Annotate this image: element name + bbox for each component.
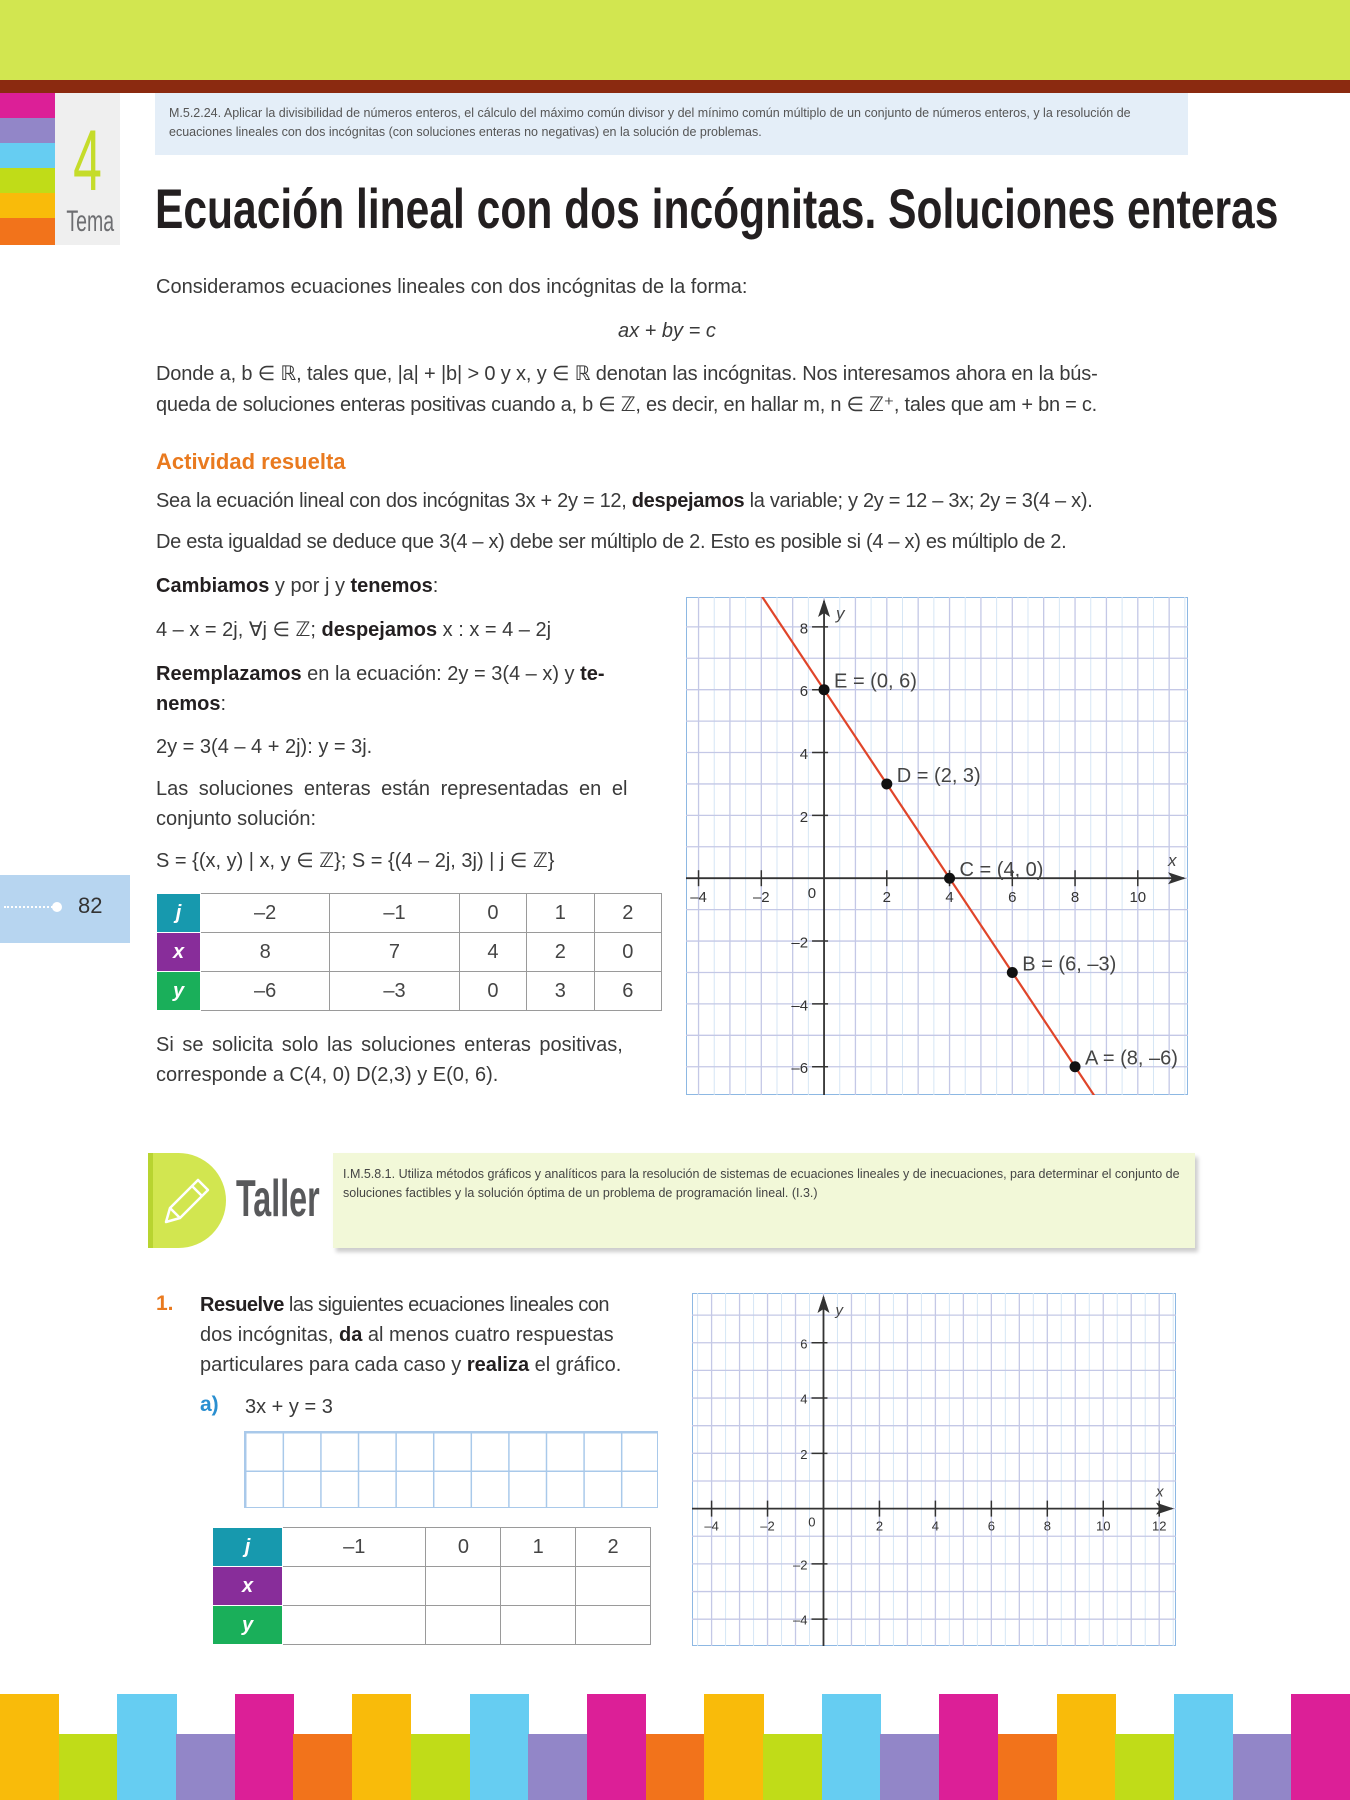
cell: 6 — [594, 972, 661, 1011]
text: Reemplazamos — [156, 663, 302, 685]
taller-title: Taller — [236, 1170, 320, 1228]
item-equation: 3x + y = 3 — [245, 1396, 333, 1418]
y-tick-label: 4 — [799, 746, 809, 764]
x-tick-label: 4 — [945, 889, 954, 907]
taller-edge — [148, 1153, 153, 1248]
empty-cell[interactable] — [426, 1606, 501, 1645]
x-tick-label: 12 — [1151, 1518, 1167, 1534]
x-tick-label: 8 — [1043, 1518, 1051, 1534]
point-label: C = (4, 0) — [959, 859, 1044, 882]
y-axis-label: y — [836, 604, 845, 623]
footer-stripe — [1291, 1694, 1350, 1800]
activity-text: Las soluciones enteras están representadas en el — [156, 778, 628, 800]
cell: 1 — [527, 894, 594, 933]
activity-text — [156, 659, 605, 689]
y-axis-label: y — [835, 1302, 843, 1319]
x-tick-label: 10 — [1096, 1518, 1111, 1534]
y-tick-label: 2 — [800, 1446, 808, 1462]
exercise-text — [200, 1350, 621, 1380]
conclusion-text: Si se solicita solo las soluciones enteras positivas, — [156, 1034, 623, 1056]
y-tick-label: –6 — [791, 1060, 809, 1078]
footer-stripe — [0, 1694, 59, 1800]
row-label-x: x — [213, 1567, 283, 1606]
solution-point — [1070, 1061, 1081, 1072]
cell: 2 — [576, 1528, 651, 1567]
origin-label: 0 — [807, 885, 817, 903]
intro-text: Consideramos ecuaciones lineales con dos incógnitas de la forma: — [156, 276, 748, 298]
activity-text — [156, 486, 1092, 516]
x-tick-label: 10 — [1129, 889, 1147, 907]
solutions-table — [156, 893, 662, 1011]
footer-stripe — [822, 1694, 881, 1800]
solution-point — [1007, 967, 1018, 978]
x-axis-label: x — [1156, 1483, 1164, 1501]
x-tick-label: 4 — [931, 1518, 940, 1534]
cell: –6 — [201, 972, 330, 1011]
y-tick-label: 8 — [799, 620, 809, 638]
y-tick-label: 6 — [799, 683, 809, 701]
x-tick-label: 2 — [875, 1518, 884, 1534]
y-tick-label: –2 — [793, 1557, 808, 1573]
cell: 0 — [459, 894, 526, 933]
solution-set: S = {(x, y) | x, y ∈ ℤ}; S = {(4 – 2j, 3j) | j ∈ ℤ} — [156, 850, 555, 872]
tema-number: 4 — [73, 113, 102, 209]
cell: 0 — [594, 933, 661, 972]
exercise-text — [200, 1290, 609, 1320]
cell: 0 — [426, 1528, 501, 1567]
x-tick-label: 6 — [1008, 889, 1017, 907]
point-label: B = (6, –3) — [1022, 953, 1117, 976]
y-tick-label: 4 — [800, 1391, 808, 1407]
empty-cell[interactable] — [426, 1567, 501, 1606]
footer-stripe — [587, 1694, 646, 1800]
text: particulares para cada caso y — [200, 1354, 467, 1376]
row-label-j: j — [213, 1528, 283, 1567]
activity-text — [156, 571, 438, 601]
exercise-text — [200, 1320, 614, 1350]
top-divider — [0, 80, 1350, 93]
row-label-y: y — [157, 972, 201, 1011]
footer-stripe — [293, 1734, 352, 1800]
page-dots — [4, 906, 56, 908]
text: tenemos — [350, 575, 433, 597]
exercise-number: 1. — [156, 1292, 174, 1315]
text: Sea la ecuación lineal con dos incógnitas 3x + 2y = 12, — [156, 490, 632, 512]
y-tick-label: –2 — [791, 934, 809, 952]
y-tick-label: 2 — [799, 808, 809, 826]
empty-cell[interactable] — [283, 1567, 426, 1606]
cell: 7 — [330, 933, 459, 972]
activity-text — [156, 689, 226, 719]
y-tick-label: –4 — [791, 997, 809, 1015]
text: 4 – x = 2j, ∀j ∈ ℤ; — [156, 619, 322, 641]
footer-stripe — [176, 1734, 235, 1800]
footer-stripe — [998, 1734, 1057, 1800]
activity-text: De esta igualdad se deduce que 3(4 – x) debe ser múltiplo de 2. Esto es posible si (4 – x) es múltiplo de 2. — [156, 531, 1067, 553]
page-dot — [52, 902, 62, 912]
footer-stripe — [470, 1694, 529, 1800]
footer-stripe — [704, 1694, 763, 1800]
text: da — [338, 1324, 363, 1346]
text: : — [220, 693, 227, 715]
taller-objective: I.M.5.8.1. Utiliza métodos gráficos y analíticos para la resolución de sistemas de ecuaciones lineales y de inecuaciones, para determinar el conjunto de soluciones factibles y la solución óptima de un problema de programación lineal. (I.3.) — [333, 1153, 1195, 1248]
cell: 3 — [527, 972, 594, 1011]
footer-stripe — [352, 1694, 411, 1800]
cell: –1 — [330, 894, 459, 933]
cell: 0 — [459, 972, 526, 1011]
tema-label: Tema — [66, 205, 115, 238]
x-tick-label: –4 — [690, 889, 707, 907]
x-tick-label: –2 — [760, 1518, 775, 1534]
solution-graph — [686, 597, 1188, 1095]
intro-text: queda de soluciones enteras positivas cuando a, b ∈ ℤ, es decir, en hallar m, n ∈ ℤ⁺, tales que am + bn = c. — [156, 394, 1097, 416]
point-label: D = (2, 3) — [896, 764, 981, 787]
footer-stripe — [528, 1734, 587, 1800]
solution-point — [944, 873, 955, 884]
text: te- — [580, 663, 605, 685]
activity-heading: Actividad resuelta — [156, 449, 346, 474]
text: al menos cuatro respuestas — [362, 1324, 614, 1346]
row-label-j: j — [157, 894, 201, 933]
top-banner — [0, 0, 1350, 80]
empty-cell[interactable] — [501, 1606, 576, 1645]
footer-stripe — [59, 1734, 118, 1800]
answer-grid[interactable] — [244, 1431, 658, 1508]
footer-stripe — [1233, 1734, 1292, 1800]
cell: 1 — [501, 1528, 576, 1567]
footer-stripe — [1057, 1694, 1116, 1800]
cell: 2 — [527, 933, 594, 972]
text: realiza — [466, 1354, 530, 1376]
x-tick-label: –4 — [704, 1518, 719, 1534]
footer-stripe — [117, 1694, 176, 1800]
cell: –2 — [201, 894, 330, 933]
text: Resuelve — [200, 1294, 284, 1316]
general-formula: ax + by = c — [618, 320, 716, 342]
footer-stripe — [939, 1694, 998, 1800]
x-tick-label: 2 — [882, 889, 891, 907]
conclusion-text: corresponde a C(4, 0) D(2,3) y E(0, 6). — [156, 1064, 499, 1086]
point-label: A = (8, –6) — [1085, 1047, 1178, 1070]
exercise-graph[interactable] — [692, 1293, 1176, 1646]
activity-text: 2y = 3(4 – 4 + 2j): y = 3j. — [156, 736, 373, 758]
row-label-y: y — [213, 1606, 283, 1645]
activity-text — [156, 615, 551, 645]
x-axis-label: x — [1168, 851, 1177, 871]
point-label: E = (0, 6) — [834, 670, 917, 693]
text: el gráfico. — [529, 1354, 622, 1376]
text: la variable; y 2y = 12 – 3x; 2y = 3(4 – x). — [744, 490, 1093, 512]
activity-text: conjunto solución: — [156, 808, 317, 830]
empty-cell[interactable] — [576, 1606, 651, 1645]
y-tick-label: –4 — [793, 1612, 808, 1628]
footer-stripe — [1174, 1694, 1233, 1800]
footer-stripe — [763, 1734, 822, 1800]
row-label-x: x — [157, 933, 201, 972]
solution-point — [881, 778, 892, 789]
page-tab — [0, 875, 130, 943]
text: x : x = 4 – 2j — [437, 619, 552, 641]
empty-cell[interactable] — [576, 1567, 651, 1606]
exercise-table — [212, 1527, 651, 1645]
pencil-icon — [158, 1172, 214, 1230]
text: dos incógnitas, — [200, 1324, 339, 1346]
footer-stripe — [1115, 1734, 1174, 1800]
solution-point — [819, 684, 830, 695]
page-number: 82 — [78, 893, 103, 918]
x-tick-label: 6 — [987, 1518, 995, 1534]
learning-objective: M.5.2.24. Aplicar la divisibilidad de números enteros, el cálculo del máximo común divisor y del mínimo común múltiplo de un conjunto de números enteros, y la resolución de ecuaciones lineales con dos incógnitas (con soluciones enteras no negativas) en la solución de problemas. — [155, 93, 1188, 155]
footer-stripe — [880, 1734, 939, 1800]
text: Cambiamos — [156, 575, 270, 597]
footer-stripe — [411, 1734, 470, 1800]
text: : — [432, 575, 439, 597]
footer-stripe — [646, 1734, 705, 1800]
text: despejamos — [631, 490, 745, 512]
cell: 8 — [201, 933, 330, 972]
text: las siguientes ecuaciones lineales con — [283, 1294, 610, 1316]
cell: 4 — [459, 933, 526, 972]
x-tick-label: 8 — [1070, 889, 1080, 907]
cell: 2 — [594, 894, 661, 933]
x-tick-label: –2 — [752, 889, 770, 907]
page-title: Ecuación lineal con dos incógnitas. Soluciones enteras — [155, 177, 1279, 240]
cell: –1 — [283, 1528, 426, 1567]
cell: –3 — [330, 972, 459, 1011]
footer-stripe — [235, 1694, 294, 1800]
text: nemos — [156, 693, 221, 715]
y-tick-label: 6 — [800, 1336, 808, 1352]
empty-cell[interactable] — [283, 1606, 426, 1645]
empty-cell[interactable] — [501, 1567, 576, 1606]
text: despejamos — [321, 619, 438, 641]
text: y por j y — [269, 575, 351, 597]
origin-label: 0 — [808, 1514, 816, 1530]
text: en la ecuación: 2y = 3(4 – x) y — [301, 663, 581, 685]
item-label: a) — [200, 1393, 219, 1416]
intro-text: Donde a, b ∈ ℝ, tales que, |a| + |b| > 0 y x, y ∈ ℝ denotan las incógnitas. Nos interesamos ahora en la bús- — [156, 363, 1098, 385]
